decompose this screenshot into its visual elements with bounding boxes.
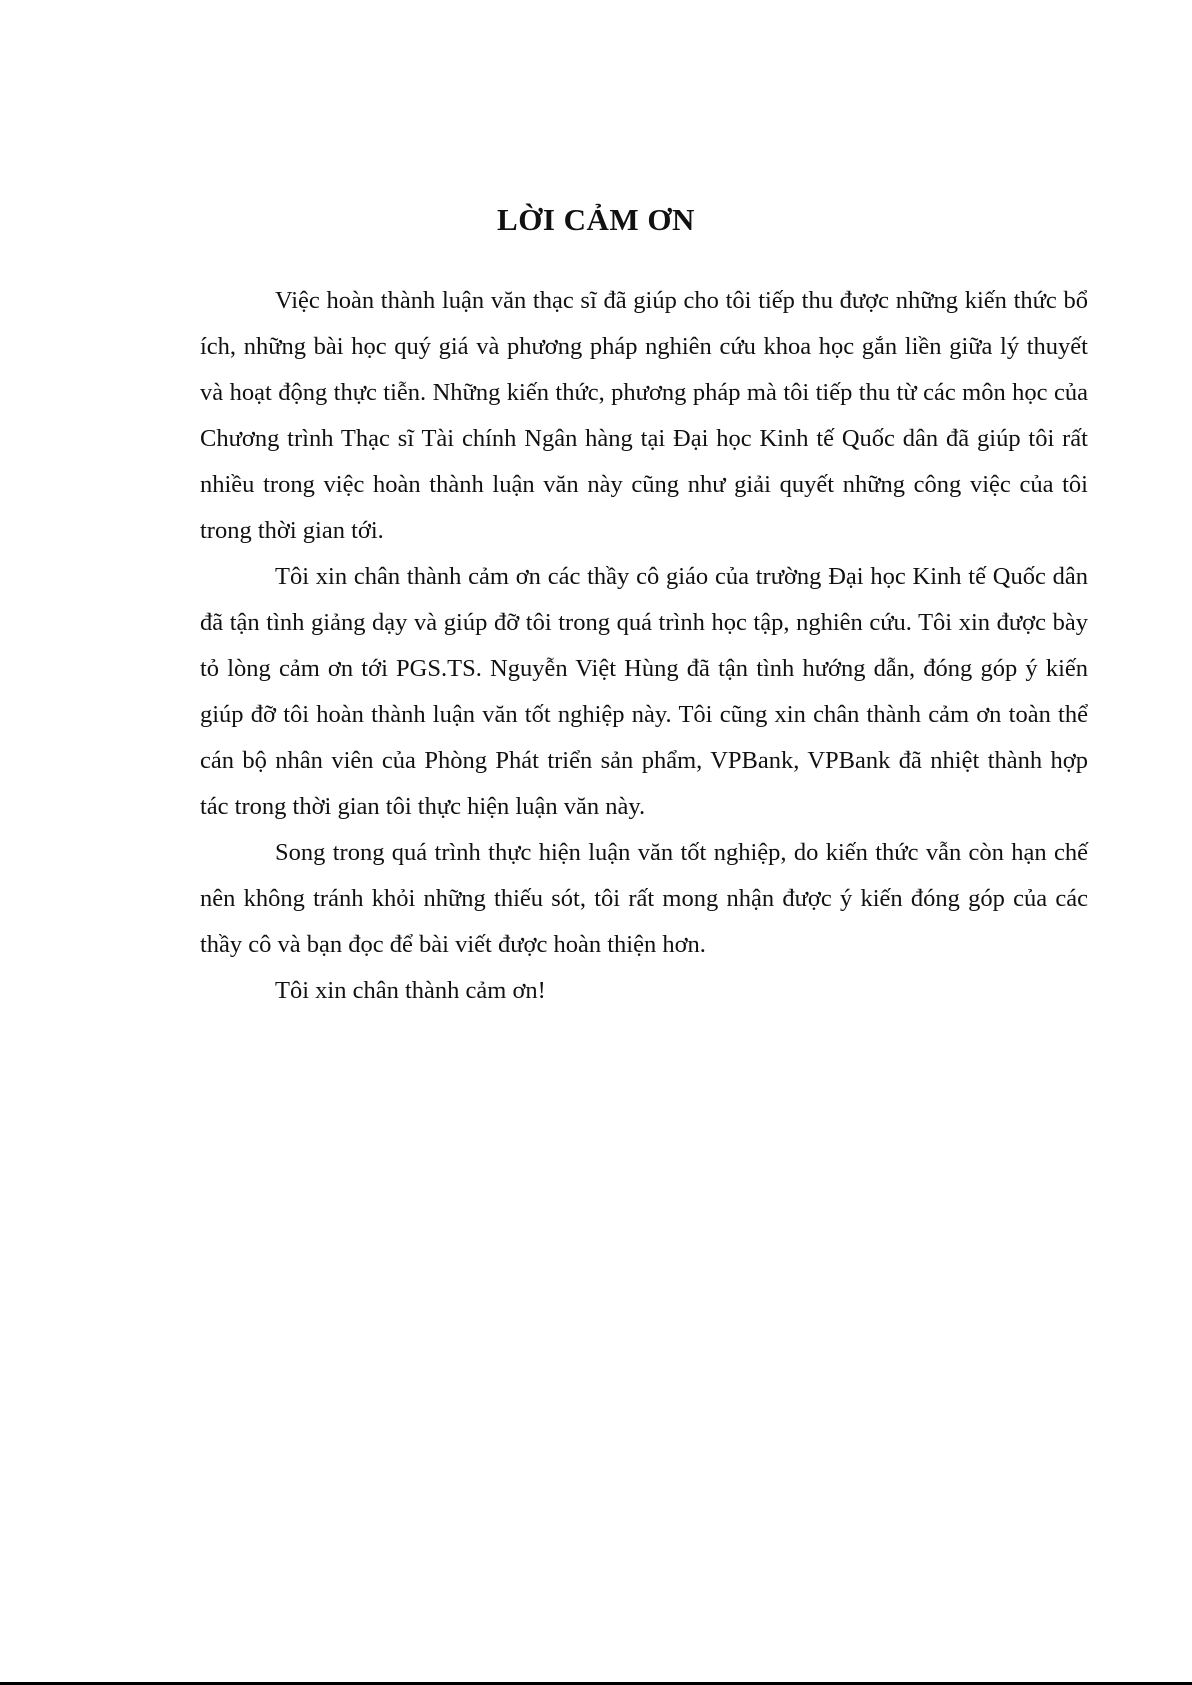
page-title: LỜI CẢM ƠN [497, 202, 695, 237]
paragraph-2: Tôi xin chân thành cảm ơn các thầy cô giáo của trường Đại học Kinh tế Quốc dân đã tận tình giảng dạy và giúp đỡ tôi trong quá trình học tập, nghiên cứu. Tôi xin được bày tỏ lòng cảm ơn tới PGS.TS. Nguyễn Việt Hùng đã tận tình hướng dẫn, đóng góp ý kiến giúp đỡ tôi hoàn thành luận văn tốt nghiệp này. Tôi cũng xin chân thành cảm ơn toàn thể cán bộ nhân viên của Phòng Phát triển sản phẩm, VPBank, VPBank đã nhiệt thành hợp tác trong thời gian tôi thực hiện luận văn này. [200, 563, 1088, 820]
paragraph-4: Tôi xin chân thành cảm ơn! [275, 977, 546, 1004]
paragraph-3: Song trong quá trình thực hiện luận văn tốt nghiệp, do kiến thức vẫn còn hạn chế nên không tránh khỏi những thiếu sót, tôi rất mong nhận được ý kiến đóng góp của các thầy cô và bạn đọc để bài viết được hoàn thiện hơn. [200, 839, 1088, 958]
paragraph-1: Việc hoàn thành luận văn thạc sĩ đã giúp cho tôi tiếp thu được những kiến thức bổ ích, những bài học quý giá và phương pháp nghiên cứu khoa học gắn liền giữa lý thuyết và hoạt động thực tiễn. Những kiến thức, phương pháp mà tôi tiếp thu từ các môn học của Chương trình Thạc sĩ Tài chính Ngân hàng tại Đại học Kinh tế Quốc dân đã giúp tôi rất nhiều trong việc hoàn thành luận văn này cũng như giải quyết những công việc của tôi trong thời gian tới. [200, 287, 1088, 544]
acknowledgement-body [200, 278, 1088, 1014]
